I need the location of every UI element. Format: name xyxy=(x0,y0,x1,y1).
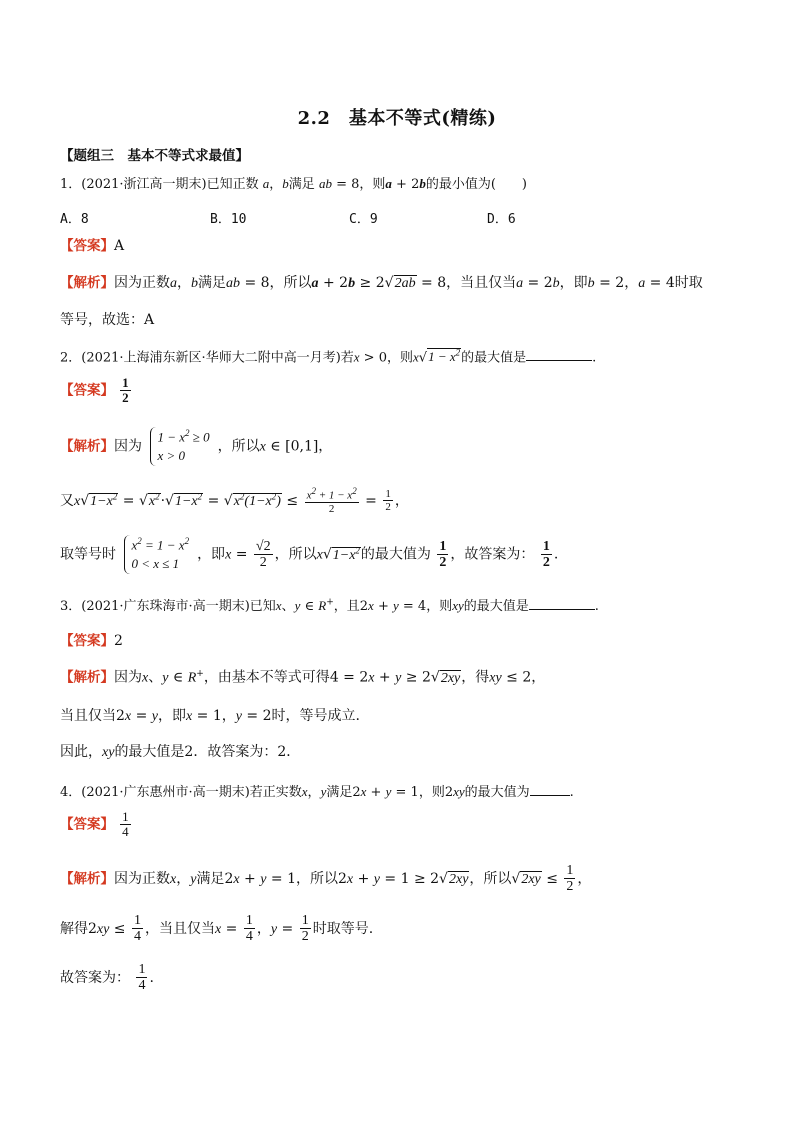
answer-4: 【答案】 $\frac{1}{4}$ xyxy=(60,809,129,840)
analysis-4-line2: 解得2xy ≤ $\frac{1}{4}$ ，当且仅当x = $\frac{1}{4}$ ，y = $\frac{1}{2}$ 时取等号. xyxy=(60,913,374,945)
question-2: 2．(2021·上海浦东新区·华师大二附中高一月考)若x > 0，则$x√1 - x^2$的最大值是 . xyxy=(60,348,597,366)
analysis-2-line3: 取等号时 $x^2 = 1 - x^2$ 0 < x ≤ 1 ，即x = $\frac{√2}{2}$ ，所以$x√1-x^2$的最大值为 $\frac{1}{2}$ ，故答案为： $\frac{1}{2}$ . xyxy=(60,535,558,574)
option-b: B．10 xyxy=(210,212,247,227)
section-heading: 【题组三 基本不等式求最值】 xyxy=(60,148,249,164)
analysis-label: 【解析】 xyxy=(60,275,114,291)
analysis-3: 【解析】因为x、y ∈ R+，由基本不等式可得4 = 2x + y ≥ 2√2xy，得xy ≤ 2， xyxy=(60,669,546,686)
analysis-1-line2: 等号，故选：A xyxy=(60,312,155,328)
answer-2: 【答案】 $\frac{1}{2}$ xyxy=(60,375,129,406)
answer-3: 【答案】2 xyxy=(60,633,123,649)
analysis-3-line3: 因此，xy的最大值是2．故答案为：2． xyxy=(60,744,301,760)
analysis-2-line2: 又$x√1-x^2 = √x^2\cdot√1-x^2 = √x^2(1-x^2)$ ≤ $\frac{x^2 + 1 - x^2}{2}$ = $\frac{1}{2}$ ， xyxy=(60,486,409,515)
analysis-2: 【解析】因为 $1 - x^2 \ge 0$ x > 0 ，所以x ∈ [0,1]， xyxy=(60,427,332,466)
question-1: 1．(2021·浙江高一期末)已知正数 a，b满足 ab = 8，则a + 2b的最小值为( ) xyxy=(60,176,527,192)
page-title: 2.2 基本不等式(精练) xyxy=(297,108,497,129)
option-c: C．9 xyxy=(349,212,378,227)
analysis-3-line2: 当且仅当2x = y，即x = 1，y = 2时，等号成立. xyxy=(60,708,360,724)
analysis-4-line3: 故答案为： $\frac{1}{4}$ . xyxy=(60,962,154,994)
question-4: 4．(2021·广东惠州市·高一期末)若正实数x，y满足2x + y = 1，则2xy的最大值为 . xyxy=(60,784,574,800)
answer-1: 【答案】A xyxy=(60,238,125,254)
option-a: A．8 xyxy=(60,212,89,227)
analysis-1: 【解析】因为正数a，b满足ab = 8，所以a + 2b ≥ 2√2ab = 8，当且仅当a = 2b，即b = 2，a = 4时取 xyxy=(60,275,703,291)
answer-label: 【答案】 xyxy=(60,238,114,254)
option-d: D．6 xyxy=(487,212,516,227)
question-3: 3．(2021·广东珠海市·高一期末)已知x、y ∈ R+，且2x + y = 4，则xy的最大值是 . xyxy=(60,597,599,614)
analysis-4: 【解析】因为正数x，y满足2x + y = 1，所以2x + y = 1 ≥ 2√2xy，所以√2xy ≤ $\frac{1}{2}$ ， xyxy=(60,863,592,895)
